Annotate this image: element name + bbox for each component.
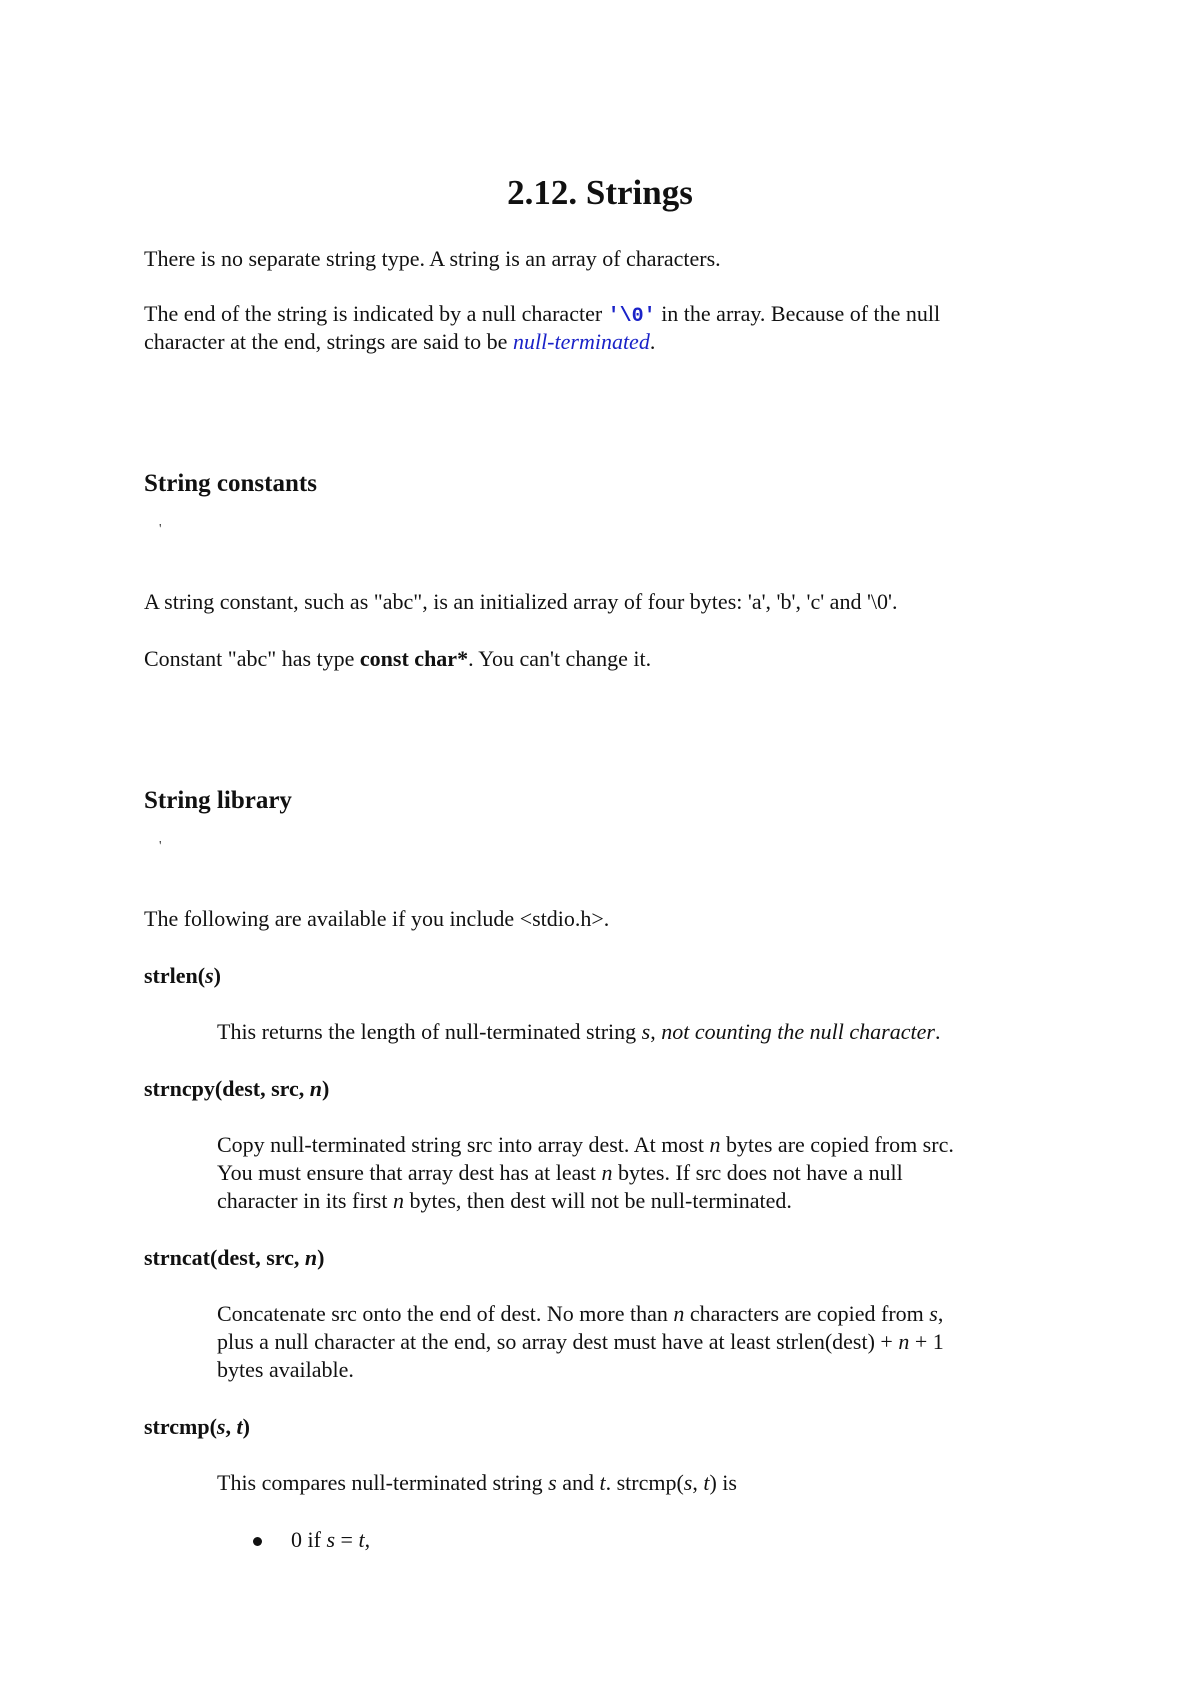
page-title: 2.12. Strings <box>507 173 693 212</box>
intro-paragraph-1: There is no separate string type. A string is an array of characters. <box>144 246 721 271</box>
constants-paragraph-1: A string constant, such as "abc", is an initialized array of four bytes: 'a', 'b', 'c' and '\0'. <box>144 589 898 614</box>
intro-paragraph-2-line-1: The end of the string is indicated by a null character '\0' in the array. Because of the null <box>144 301 941 328</box>
null-char-code: '\0' <box>607 305 656 328</box>
constants-paragraph-2: Constant "abc" has type const char*. You can't change it. <box>144 646 652 671</box>
strncpy-description-line-1: Copy null-terminated string src into array dest. At most n bytes are copied from src. <box>217 1132 954 1157</box>
strcmp-description: This compares null-terminated string s and t. strcmp(s, t) is <box>217 1470 737 1495</box>
strncat-description-line-3: bytes available. <box>217 1357 354 1382</box>
strncat-description-line-1: Concatenate src onto the end of dest. No more than n characters are copied from s, <box>217 1301 944 1326</box>
strlen-signature: strlen(s) <box>144 963 221 988</box>
strcmp-bullet-equal: 0 if s = t, <box>291 1527 371 1552</box>
null-terminated-term: null-terminated <box>512 329 650 354</box>
intro-paragraph-2-line-2: character at the end, strings are said to be null-terminated. <box>144 329 656 354</box>
strncpy-description-line-2: You must ensure that array dest has at least n bytes. If src does not have a null <box>217 1160 903 1185</box>
string-constants-heading: String constants <box>144 470 317 497</box>
const-char-type: const char* <box>359 646 469 671</box>
strncpy-description-line-3: character in its first n bytes, then dest will not be null-terminated. <box>217 1188 792 1213</box>
strncpy-signature: strncpy(dest, src, n) <box>144 1076 330 1101</box>
stray-tick-mark: ' <box>159 839 162 854</box>
strncat-signature: strncat(dest, src, n) <box>144 1245 325 1270</box>
bullet-dot <box>253 1537 262 1546</box>
string-library-heading: String library <box>144 787 292 814</box>
stray-tick-mark: ' <box>159 522 162 537</box>
strncat-description-line-2: plus a null character at the end, so array dest must have at least strlen(dest) + n + 1 <box>217 1329 944 1354</box>
strcmp-signature: strcmp(s, t) <box>144 1414 250 1439</box>
library-intro: The following are available if you include <stdio.h>. <box>144 906 610 931</box>
strlen-description: This returns the length of null-terminated string s, not counting the null character. <box>217 1019 941 1044</box>
